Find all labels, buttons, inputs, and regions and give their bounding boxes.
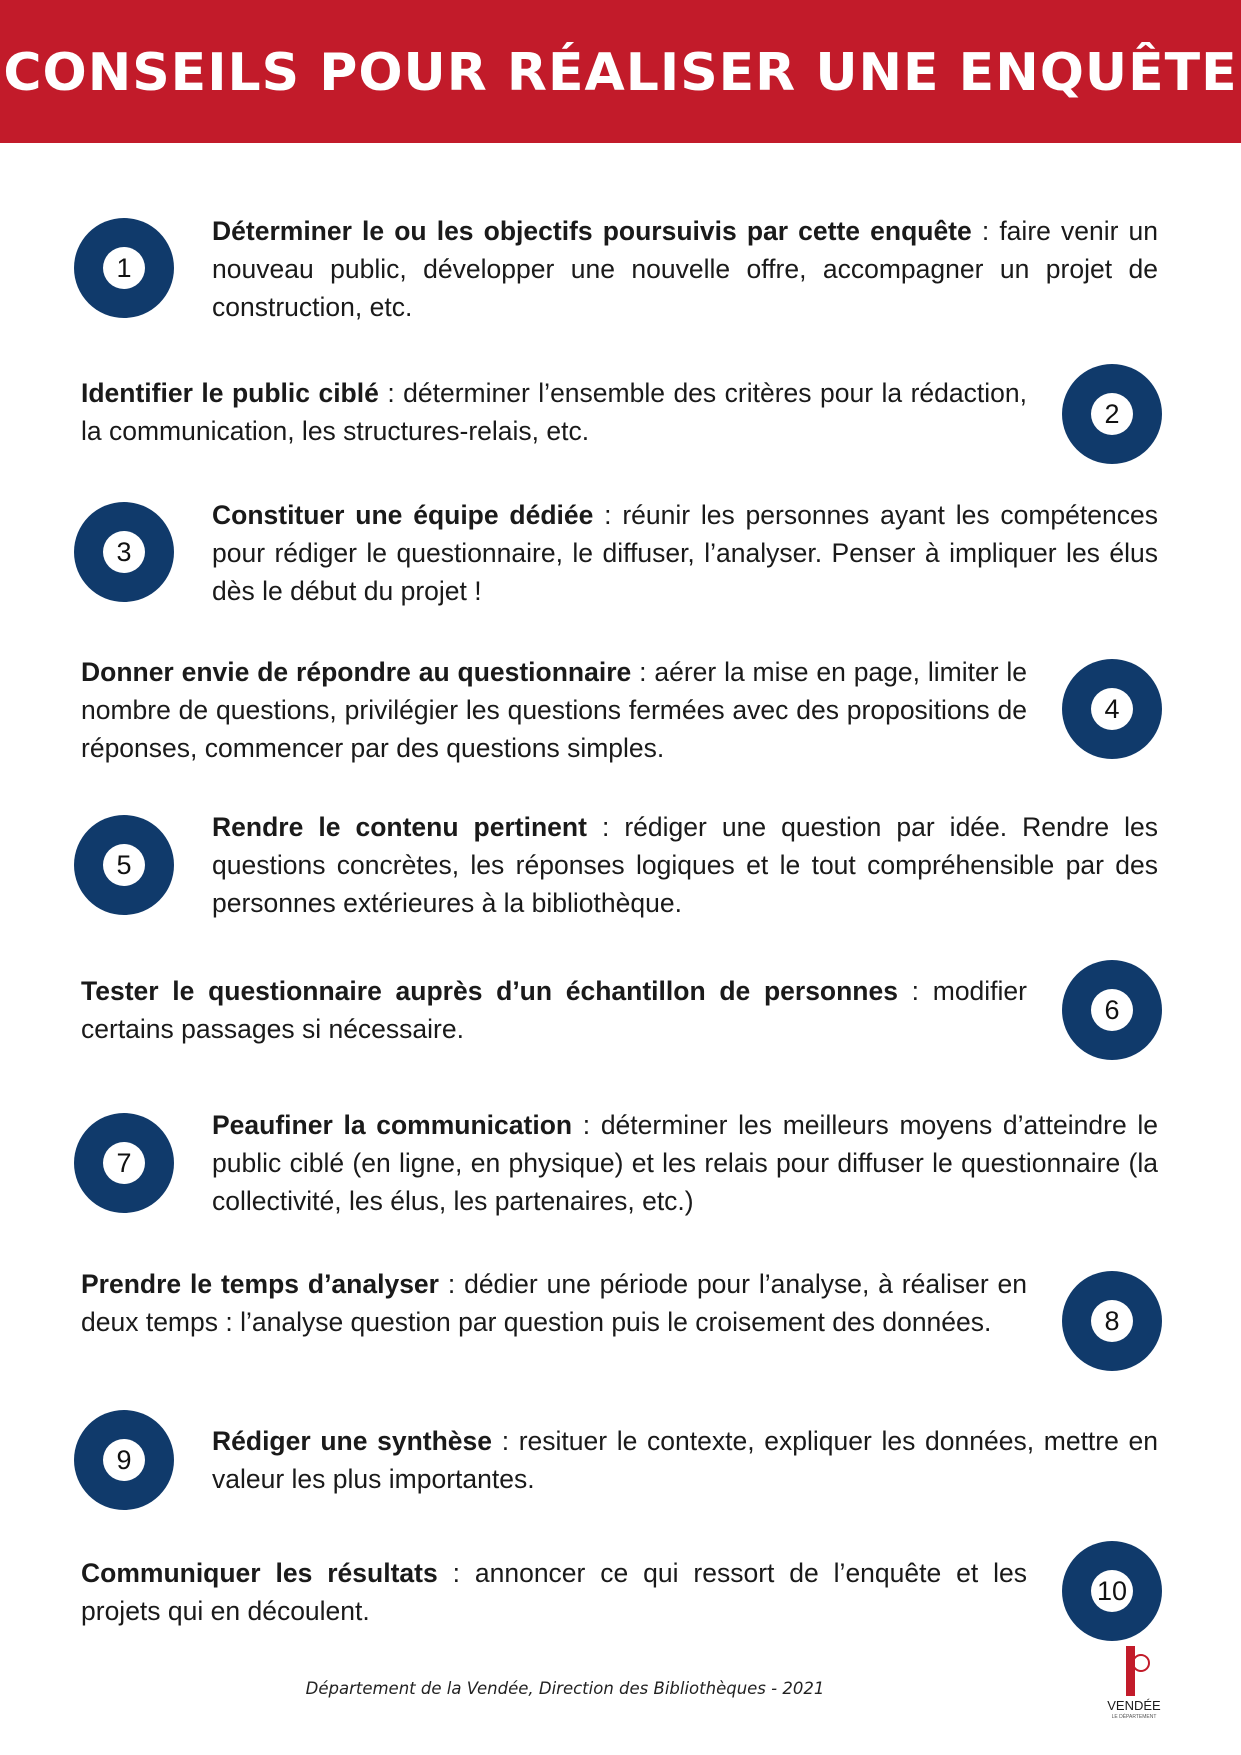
vendee-logo [1104, 1646, 1164, 1726]
tip-title: Tester le questionnaire auprès d’un échantillon de personnes [81, 976, 898, 1006]
tip-text: : aérer la mise en page, limiter le nombre de questions, privilégier les questions fermées avec des propositions de réponses, commencer par des questions simples. [81, 657, 1028, 763]
step-number-badge [74, 1410, 174, 1510]
step-number-badge [74, 502, 174, 602]
tip-item [212, 1106, 1158, 1220]
tip-title: Donner envie de répondre au questionnaire [81, 657, 632, 687]
step-number: 4 [1091, 688, 1133, 730]
tip-title: Rédiger une synthèse [212, 1426, 493, 1456]
page-header [0, 0, 1241, 143]
tip-title: Rendre le contenu pertinent [212, 812, 587, 842]
tip-title: Constituer une équipe dédiée [212, 500, 594, 530]
tip-title: Communiquer les résultats [81, 1558, 438, 1588]
step-number: 10 [1091, 1570, 1133, 1612]
logo-name: VENDÉE [1107, 1698, 1161, 1713]
logo-bar-icon [1126, 1646, 1135, 1696]
step-number-badge [1062, 1541, 1162, 1641]
tip-item [81, 972, 1027, 1048]
step-number: 5 [103, 844, 145, 886]
tip-text: : rédiger une question par idée. Rendre les questions concrètes, les réponses logiques et le tout compréhensible par des personnes extérieures à la bibliothèque. [212, 812, 1158, 918]
step-number: 1 [103, 247, 145, 289]
tip-text: : resituer le contexte, expliquer les données, mettre en valeur les plus importantes. [212, 1426, 1159, 1494]
page-title: CONSEILS POUR RÉALISER UNE ENQUÊTE [3, 43, 1238, 103]
tip-text: : faire venir un nouveau public, développer une nouvelle offre, accompagner un projet de construction, etc. [212, 216, 1159, 322]
step-number-badge [1062, 960, 1162, 1060]
logo-heart-icon [1132, 1654, 1150, 1672]
tip-text: : réunir les personnes ayant les compétences pour rédiger le questionnaire, le diffuser, l’analyser. Penser à impliquer les élus dès le début du projet ! [212, 500, 1158, 606]
tip-item [81, 1265, 1027, 1341]
tip-text: : dédier une période pour l’analyse, à réaliser en deux temps : l’analyse question par question puis le croisement des données. [81, 1269, 1028, 1337]
tip-item [81, 374, 1027, 450]
step-number-badge [74, 1113, 174, 1213]
footer-credit: Département de la Vendée, Direction des Bibliothèques - 2021 [305, 1679, 825, 1698]
tip-text: : déterminer l’ensemble des critères pour la rédaction, la communication, les structures-relais, etc. [81, 378, 1027, 446]
tip-item [212, 496, 1158, 610]
logo-subtitle: LE DÉPARTEMENT [1111, 1714, 1157, 1720]
step-number-badge [74, 218, 174, 318]
tip-title: Identifier le public ciblé [81, 378, 379, 408]
step-number: 6 [1091, 989, 1133, 1031]
step-number-badge [1062, 364, 1162, 464]
tip-item [212, 212, 1158, 326]
tip-item [81, 1554, 1027, 1630]
step-number-badge [74, 815, 174, 915]
step-number-badge [1062, 1271, 1162, 1371]
step-number: 8 [1091, 1300, 1133, 1342]
tip-text: : modifier certains passages si nécessaire. [81, 976, 1028, 1044]
step-number-badge [1062, 659, 1162, 759]
step-number: 2 [1091, 393, 1133, 435]
tip-title: Peaufiner la communication [212, 1110, 573, 1140]
tip-item [212, 808, 1158, 922]
step-number: 9 [103, 1439, 145, 1481]
tip-item [81, 653, 1027, 767]
tip-text: : déterminer les meilleurs moyens d’atteindre le public ciblé (en ligne, en physique) et les relais pour diffuser le questionnaire (la collectivité, les élus, les partenaires, etc.) [212, 1110, 1158, 1216]
tip-title: Déterminer le ou les objectifs poursuivis par cette enquête [212, 216, 972, 246]
step-number: 7 [103, 1142, 145, 1184]
step-number: 3 [103, 531, 145, 573]
tip-item [212, 1422, 1158, 1498]
tip-text: : annoncer ce qui ressort de l’enquête et les projets qui en découlent. [81, 1558, 1027, 1626]
tip-title: Prendre le temps d’analyser [81, 1269, 439, 1299]
